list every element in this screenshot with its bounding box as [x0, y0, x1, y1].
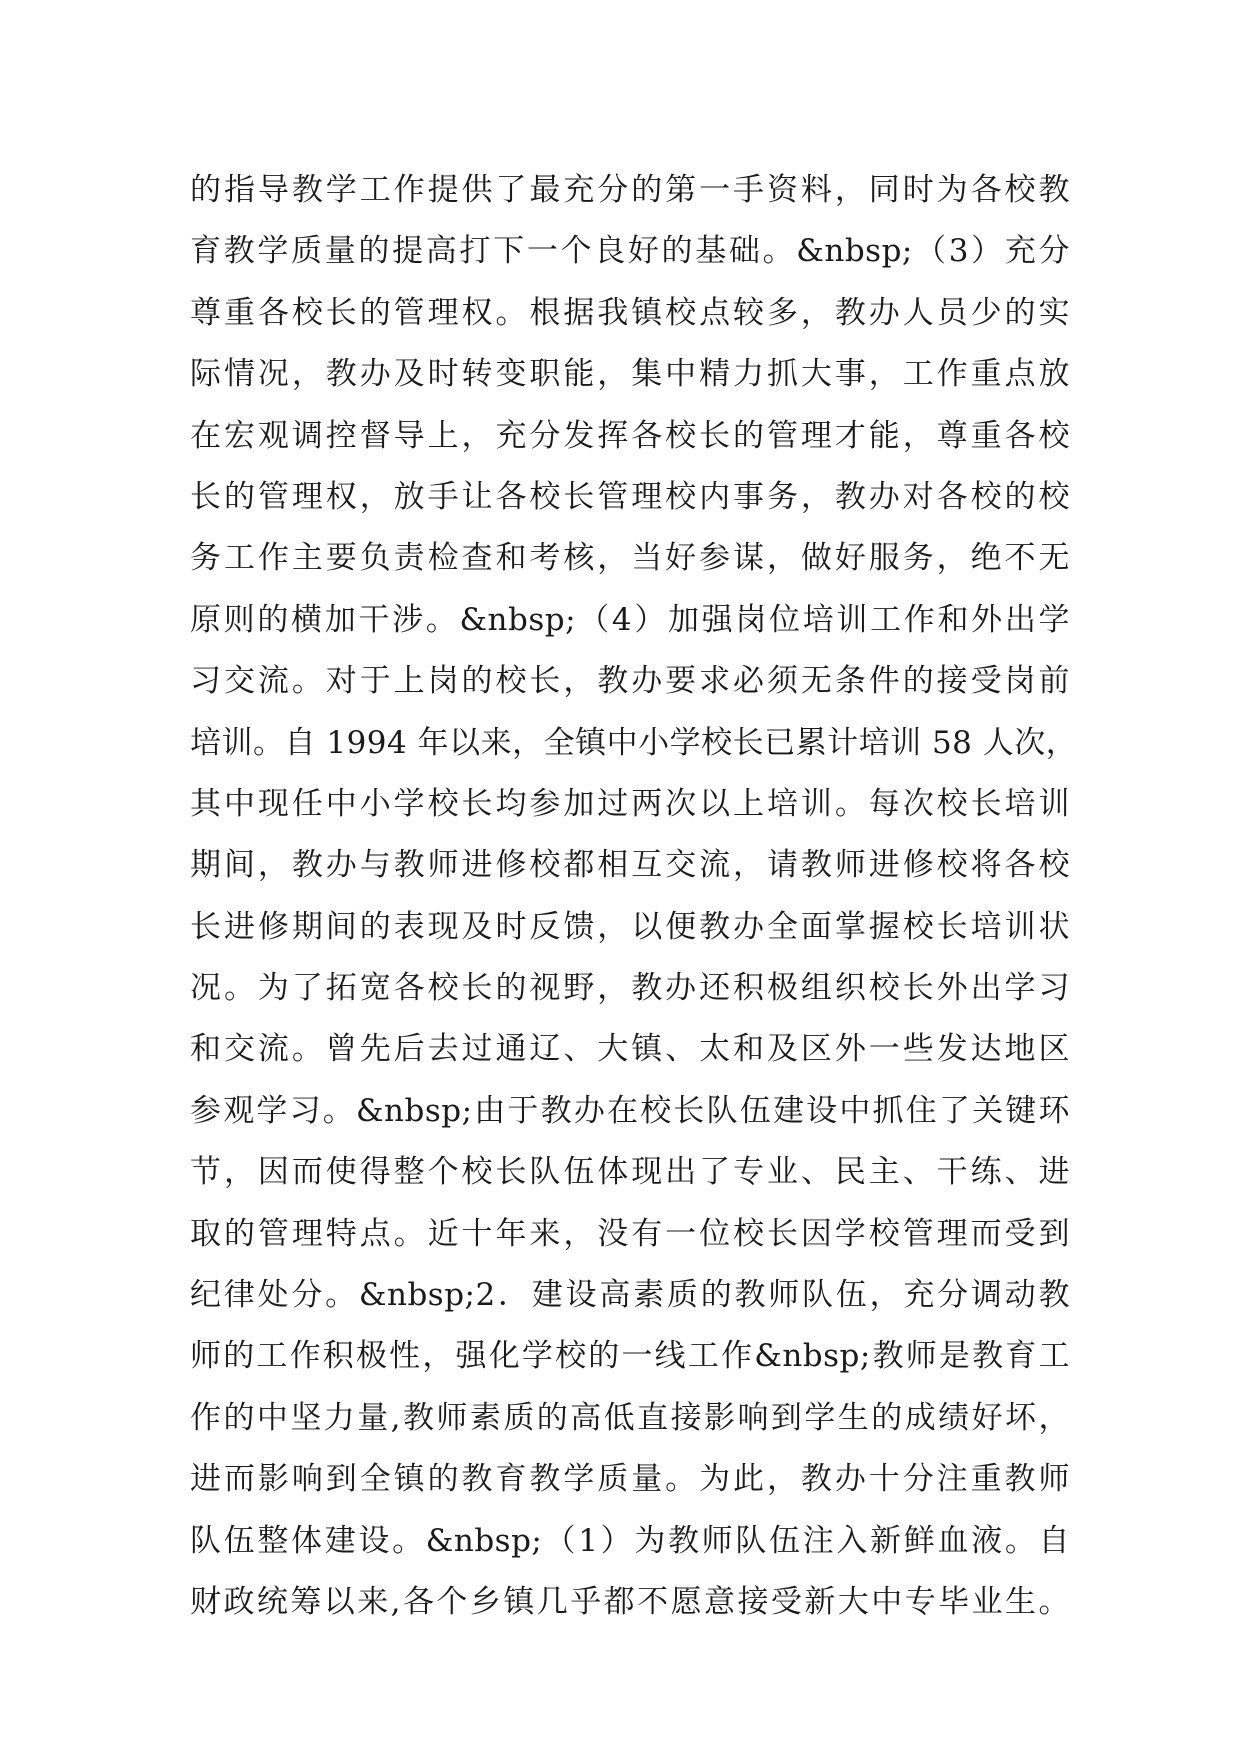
text-line: 取的管理特点。近十年来，没有一位校长因学校管理而受到 [190, 1215, 1070, 1252]
text-line: 进而影响到全镇的教育教学质量。为此，教办十分注重教师 [190, 1461, 1070, 1498]
text-line: 在宏观调控督导上，充分发挥各校长的管理才能，尊重各校 [190, 417, 1070, 454]
text-line: 况。为了拓宽各校长的视野，教办还积极组织校长外出学习 [190, 970, 1070, 1007]
text-line: 师的工作积极性，强化学校的一线工作&nbsp;教师是教育工 [190, 1338, 1070, 1375]
text-line: 原则的横加干涉。&nbsp;（4）加强岗位培训工作和外出学 [190, 601, 1070, 638]
text-line: 长的管理权，放手让各校长管理校内事务，教办对各校的校 [190, 478, 1070, 515]
text-line: 节，因而使得整个校长队伍体现出了专业、民主、干练、进 [190, 1154, 1070, 1191]
text-line: 和交流。曾先后去过通辽、大镇、太和及区外一些发达地区 [190, 1031, 1070, 1068]
text-line: 务工作主要负责检查和考核，当好参谋，做好服务，绝不无 [190, 540, 1070, 577]
text-line: 参观学习。&nbsp;由于教办在校长队伍建设中抓住了关键环 [190, 1092, 1070, 1129]
text-line: 其中现任中小学校长均参加过两次以上培训。每次校长培训 [190, 785, 1070, 822]
text-line: 纪律处分。&nbsp;2．建设高素质的教师队伍，充分调动教 [190, 1277, 1070, 1314]
text-line: 作的中坚力量,教师素质的高低直接影响到学生的成绩好坏， [190, 1399, 1070, 1436]
text-line: 习交流。对于上岗的校长，教办要求必须无条件的接受岗前 [190, 663, 1070, 700]
text-line: 的指导教学工作提供了最充分的第一手资料，同时为各校教 [190, 172, 1070, 208]
text-line: 财政统筹以来,各个乡镇几乎都不愿意接受新大中专毕业生。 [190, 1583, 1070, 1620]
text-line: 期间，教办与教师进修校都相互交流，请教师进修校将各校 [190, 847, 1070, 884]
text-line: 尊重各校长的管理权。根据我镇校点较多，教办人员少的实 [190, 294, 1070, 331]
text-line: 育教学质量的提高打下一个良好的基础。&nbsp;（3）充分 [190, 233, 1070, 270]
text-line: 际情况，教办及时转变职能，集中精力抓大事，工作重点放 [190, 356, 1070, 393]
text-line: 培训。自 1994 年以来，全镇中小学校长已累计培训 58 人次， [190, 724, 1078, 761]
text-line: 队伍整体建设。&nbsp;（1）为教师队伍注入新鲜血液。自 [190, 1522, 1070, 1559]
body-text [190, 160, 1078, 1633]
text-line: 长进修期间的表现及时反馈，以便教办全面掌握校长培训状 [190, 908, 1070, 945]
